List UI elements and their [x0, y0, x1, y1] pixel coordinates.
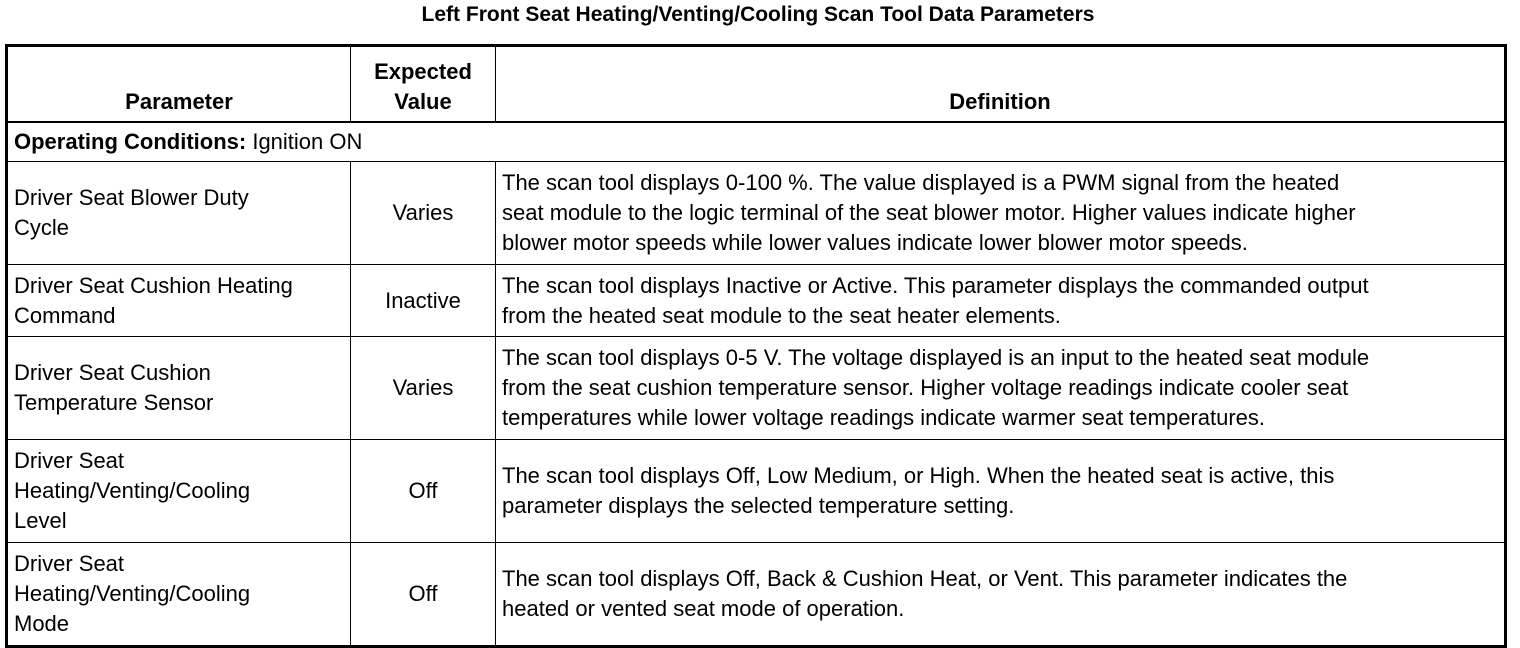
operating-conditions-value: Ignition ON — [252, 129, 363, 154]
header-expected-value — [351, 46, 496, 123]
parameter-line: Level — [14, 508, 67, 533]
definition-line: The scan tool displays Off, Back & Cushion Heat, or Vent. This parameter indicates the — [502, 566, 1348, 591]
parameter-cell — [7, 543, 351, 647]
definition-line: heated or vented seat mode of operation. — [502, 596, 905, 621]
definition-line: from the seat cushion temperature sensor. Higher voltage readings indicate cooler seat — [502, 375, 1349, 400]
definition-line: temperatures while lower voltage readings indicate warmer seat temperatures. — [502, 405, 1266, 430]
definition-cell — [496, 543, 1506, 647]
parameter-line: Command — [14, 302, 116, 328]
parameter-cell — [7, 162, 351, 265]
operating-conditions-label: Operating Conditions: — [14, 129, 247, 154]
expected-value-cell: Off — [351, 440, 496, 543]
parameter-cell — [7, 337, 351, 440]
scan-tool-parameters-table — [5, 44, 1507, 648]
table-row — [7, 543, 1506, 647]
definition-line: blower motor speeds while lower values indicate lower blower motor speeds. — [502, 230, 1248, 255]
expected-value-cell: Varies — [351, 162, 496, 265]
table-row — [7, 440, 1506, 543]
parameter-line: Driver Seat Cushion Heating — [14, 272, 293, 298]
parameter-line: Driver Seat Cushion — [14, 360, 211, 385]
header-definition: Definition — [496, 46, 1506, 123]
table-row — [7, 337, 1506, 440]
parameter-line: Heating/Venting/Cooling — [14, 581, 251, 606]
table-header-row — [7, 46, 1506, 123]
table-row — [7, 265, 1506, 337]
parameter-line: Driver Seat — [14, 448, 125, 473]
parameter-line: Heating/Venting/Cooling — [14, 478, 251, 503]
operating-conditions-row — [7, 122, 1506, 162]
parameter-line: Cycle — [14, 215, 70, 240]
parameter-cell — [7, 440, 351, 543]
header-expected-value-line-1: Expected — [374, 59, 472, 84]
definition-cell — [496, 440, 1506, 543]
definition-line: parameter displays the selected temperature setting. — [502, 493, 1015, 518]
definition-line: The scan tool displays 0-5 V. The voltage displayed is an input to the heated seat module — [502, 345, 1370, 370]
expected-value-cell: Inactive — [351, 265, 496, 337]
definition-line: The scan tool displays 0-100 %. The value displayed is a PWM signal from the heated — [502, 170, 1340, 195]
definition-line: from the heated seat module to the seat heater elements. — [502, 302, 1061, 328]
definition-cell — [496, 265, 1506, 337]
definition-line: The scan tool displays Off, Low Medium, or High. When the heated seat is active, this — [502, 463, 1335, 488]
definition-cell — [496, 337, 1506, 440]
definition-line: The scan tool displays Inactive or Active. This parameter displays the commanded output — [502, 272, 1369, 298]
parameter-line: Temperature Sensor — [14, 390, 214, 415]
operating-conditions-cell — [7, 122, 1506, 162]
document-title: Left Front Seat Heating/Venting/Cooling Scan Tool Data Parameters — [421, 3, 1095, 26]
table-row — [7, 162, 1506, 265]
definition-cell — [496, 162, 1506, 265]
parameter-cell — [7, 265, 351, 337]
expected-value-cell: Varies — [351, 337, 496, 440]
parameter-line: Driver Seat Blower Duty — [14, 185, 249, 210]
parameter-line: Driver Seat — [14, 551, 125, 576]
expected-value-cell: Off — [351, 543, 496, 647]
header-parameter: Parameter — [7, 46, 351, 123]
definition-line: seat module to the logic terminal of the seat blower motor. Higher values indicate higher — [502, 200, 1356, 225]
parameter-line: Mode — [14, 611, 70, 636]
header-expected-value-line-2: Value — [394, 89, 452, 114]
